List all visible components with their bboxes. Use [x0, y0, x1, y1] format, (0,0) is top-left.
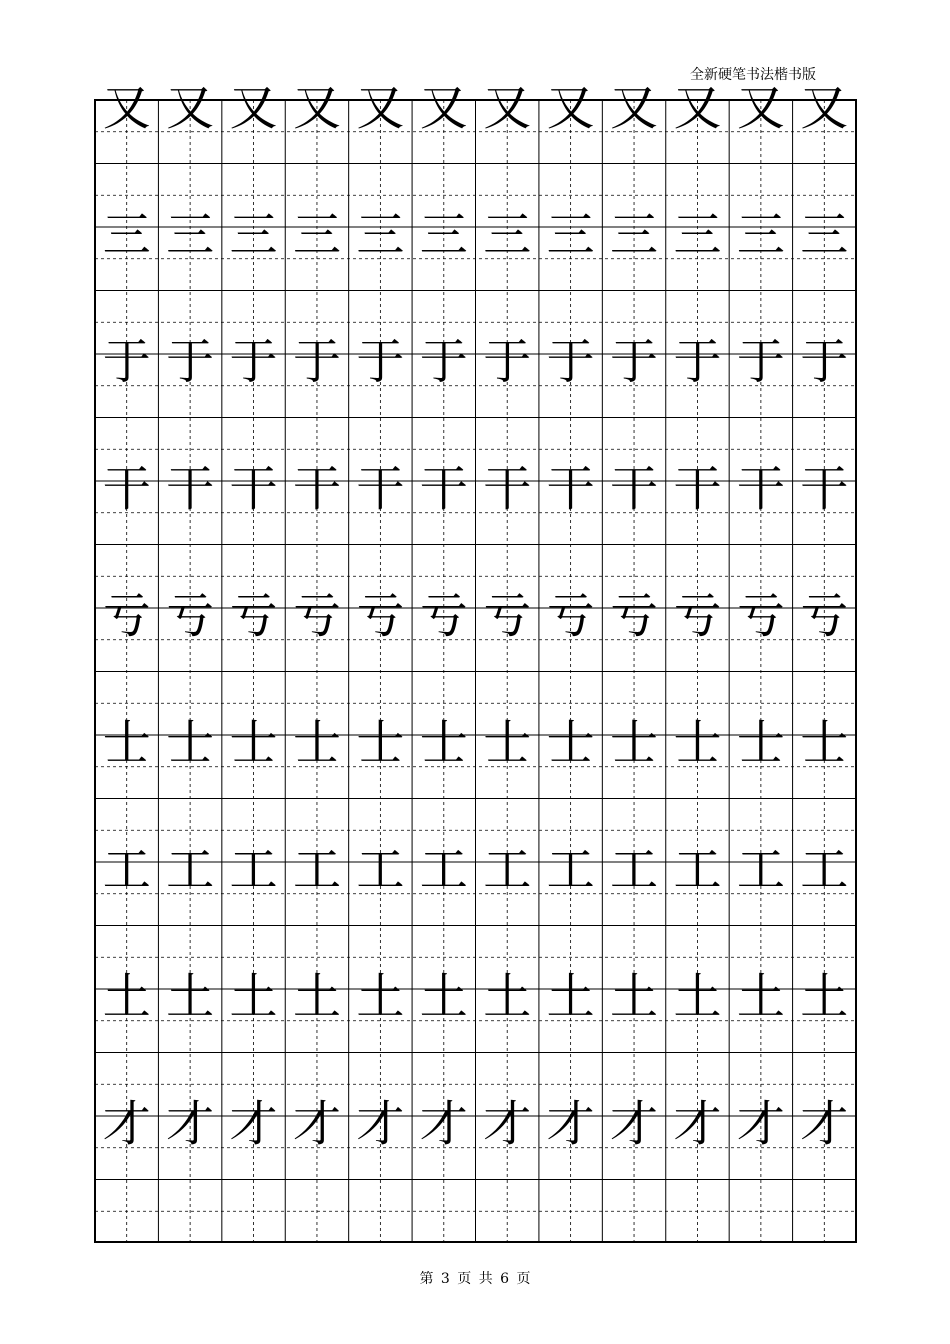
practice-character: 又: [166, 80, 215, 136]
practice-character: 工: [610, 842, 659, 898]
practice-character: 干: [800, 461, 849, 517]
practice-character: 三: [229, 207, 278, 263]
practice-character: 三: [356, 207, 405, 263]
practice-character: 三: [610, 207, 659, 263]
practice-character: 又: [736, 80, 785, 136]
practice-character: 工: [483, 842, 532, 898]
practice-character: 干: [229, 461, 278, 517]
practice-character: 又: [483, 80, 532, 136]
practice-character: 土: [102, 969, 151, 1025]
practice-character: 又: [673, 80, 722, 136]
practice-character: 干: [673, 461, 722, 517]
practice-character: 工: [800, 842, 849, 898]
practice-character: 于: [102, 334, 151, 390]
practice-character: 于: [546, 334, 595, 390]
practice-character: 士: [610, 715, 659, 771]
practice-character: 三: [736, 207, 785, 263]
practice-character: 土: [419, 969, 468, 1025]
practice-character: 三: [419, 207, 468, 263]
practice-character: 于: [673, 334, 722, 390]
practice-character: 土: [736, 969, 785, 1025]
practice-character: 于: [610, 334, 659, 390]
practice-character: 土: [483, 969, 532, 1025]
practice-character: 三: [800, 207, 849, 263]
practice-character: 士: [736, 715, 785, 771]
practice-character: 亏: [610, 588, 659, 644]
practice-character: 才: [546, 1096, 595, 1152]
practice-character: 亏: [546, 588, 595, 644]
practice-character: 工: [102, 842, 151, 898]
practice-character: 亏: [229, 588, 278, 644]
practice-character: 亏: [166, 588, 215, 644]
page-footer: 第 3 页 共 6 页: [419, 1271, 531, 1287]
practice-character: 士: [673, 715, 722, 771]
practice-character: 才: [292, 1096, 341, 1152]
practice-character: 工: [356, 842, 405, 898]
practice-character: 工: [229, 842, 278, 898]
practice-character: 又: [102, 80, 151, 136]
practice-character: 于: [483, 334, 532, 390]
practice-character: 士: [229, 715, 278, 771]
practice-character: 才: [736, 1096, 785, 1152]
practice-character: 于: [292, 334, 341, 390]
practice-character: 才: [610, 1096, 659, 1152]
practice-character: 工: [292, 842, 341, 898]
practice-character: 于: [800, 334, 849, 390]
practice-character: 士: [483, 715, 532, 771]
practice-character: 亏: [292, 588, 341, 644]
practice-character: 才: [102, 1096, 151, 1152]
practice-character: 土: [166, 969, 215, 1025]
practice-character: 才: [166, 1096, 215, 1152]
practice-character: 亏: [736, 588, 785, 644]
practice-character: 亏: [800, 588, 849, 644]
practice-character: 干: [736, 461, 785, 517]
practice-character: 士: [800, 715, 849, 771]
practice-character: 亏: [673, 588, 722, 644]
practice-character: 才: [483, 1096, 532, 1152]
practice-character: 工: [419, 842, 468, 898]
practice-character: 土: [229, 969, 278, 1025]
practice-character: 三: [546, 207, 595, 263]
practice-character: 土: [800, 969, 849, 1025]
practice-character: 才: [800, 1096, 849, 1152]
practice-character: 士: [419, 715, 468, 771]
practice-character: 于: [166, 334, 215, 390]
practice-character: 土: [610, 969, 659, 1025]
practice-character: 土: [292, 969, 341, 1025]
practice-character: 土: [546, 969, 595, 1025]
practice-character: 于: [356, 334, 405, 390]
practice-character: 工: [673, 842, 722, 898]
practice-character: 三: [673, 207, 722, 263]
grid-lines: [95, 100, 856, 1242]
practice-character: 三: [166, 207, 215, 263]
practice-character: 工: [546, 842, 595, 898]
practice-character: 土: [356, 969, 405, 1025]
practice-character: 三: [292, 207, 341, 263]
practice-character: 士: [356, 715, 405, 771]
page-header-title: 全新硬笔书法楷书版: [690, 67, 816, 83]
practice-character: 干: [102, 461, 151, 517]
practice-character: 干: [166, 461, 215, 517]
practice-character: 又: [610, 80, 659, 136]
practice-character: 士: [166, 715, 215, 771]
practice-character: 又: [546, 80, 595, 136]
practice-character: 干: [419, 461, 468, 517]
practice-character: 干: [546, 461, 595, 517]
practice-character: 才: [673, 1096, 722, 1152]
practice-character: 工: [166, 842, 215, 898]
practice-character: 又: [800, 80, 849, 136]
practice-character: 于: [229, 334, 278, 390]
practice-character: 土: [673, 969, 722, 1025]
practice-character: 于: [419, 334, 468, 390]
practice-character: 亏: [356, 588, 405, 644]
practice-character: 亏: [419, 588, 468, 644]
practice-character: 干: [483, 461, 532, 517]
practice-character: 士: [102, 715, 151, 771]
practice-character: 又: [356, 80, 405, 136]
practice-character: 才: [419, 1096, 468, 1152]
practice-character: 才: [356, 1096, 405, 1152]
practice-character: 干: [610, 461, 659, 517]
practice-character: 干: [292, 461, 341, 517]
practice-character: 干: [356, 461, 405, 517]
practice-character: 又: [229, 80, 278, 136]
practice-character: 亏: [483, 588, 532, 644]
practice-character: 又: [419, 80, 468, 136]
practice-character: 三: [483, 207, 532, 263]
practice-character: 三: [102, 207, 151, 263]
practice-character: 亏: [102, 588, 151, 644]
practice-character: 士: [546, 715, 595, 771]
practice-character: 士: [292, 715, 341, 771]
practice-character: 工: [736, 842, 785, 898]
practice-character: 才: [229, 1096, 278, 1152]
practice-character: 于: [736, 334, 785, 390]
practice-character: 又: [292, 80, 341, 136]
